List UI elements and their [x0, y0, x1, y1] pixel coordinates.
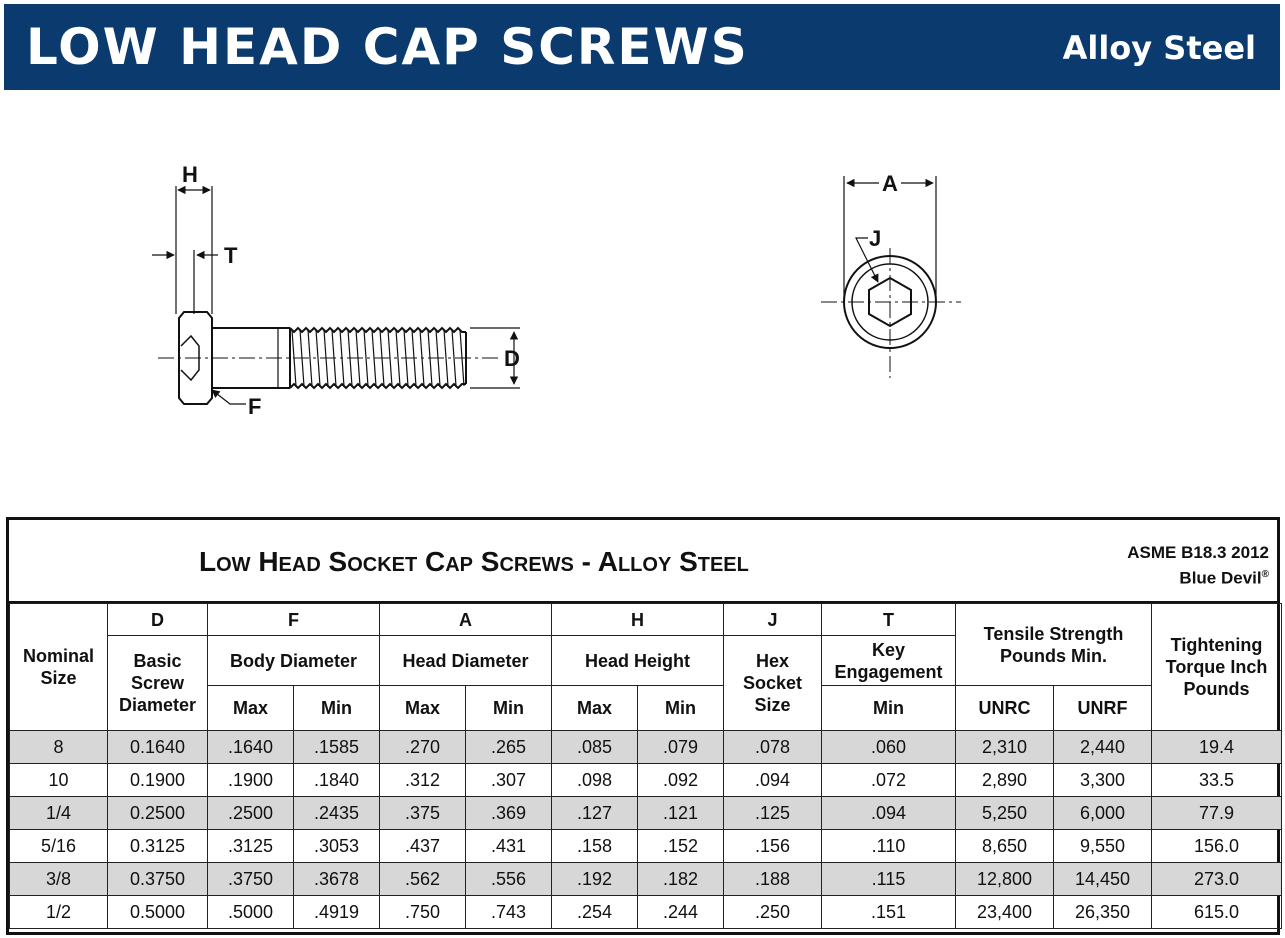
table-cell: 10	[10, 764, 108, 797]
col-body-max: Max	[208, 686, 294, 731]
title-banner	[4, 4, 1280, 90]
material-subtitle: Alloy Steel	[1062, 29, 1256, 67]
table-cell: 77.9	[1152, 797, 1282, 830]
brand-label: Blue Devil	[1179, 568, 1262, 588]
table-cell: .121	[638, 797, 724, 830]
table-cell: .431	[466, 830, 552, 863]
table-cell: 3/8	[10, 863, 108, 896]
col-key-engagement: Key Engagement	[822, 636, 956, 686]
table-cell: .2500	[208, 797, 294, 830]
table-cell: 0.2500	[108, 797, 208, 830]
col-unrf: UNRF	[1054, 686, 1152, 731]
table-cell: .2435	[294, 797, 380, 830]
page-title: LOW HEAD CAP SCREWS	[26, 18, 749, 76]
table-cell: 8	[10, 731, 108, 764]
col-head-diameter: Head Diameter	[380, 636, 552, 686]
table-cell: .182	[638, 863, 724, 896]
table-cell: 2,310	[956, 731, 1054, 764]
specs-table	[9, 603, 1282, 929]
table-cell: 23,400	[956, 896, 1054, 929]
table-cell: .151	[822, 896, 956, 929]
table-cell: .125	[724, 797, 822, 830]
col-basic-diameter: Basic Screw Diameter	[108, 636, 208, 731]
table-cell: 9,550	[1054, 830, 1152, 863]
table-cell: .743	[466, 896, 552, 929]
table-cell: .079	[638, 731, 724, 764]
label-j: J	[869, 226, 882, 251]
col-head-dia-max: Max	[380, 686, 466, 731]
table-cell: 273.0	[1152, 863, 1282, 896]
table-cell: .3125	[208, 830, 294, 863]
table-cell: .127	[552, 797, 638, 830]
label-h: H	[182, 162, 198, 187]
table-cell: 33.5	[1152, 764, 1282, 797]
table-cell: 14,450	[1054, 863, 1152, 896]
table-cell: 12,800	[956, 863, 1054, 896]
table-row	[10, 863, 1282, 896]
table-row	[10, 797, 1282, 830]
table-cell: .060	[822, 731, 956, 764]
table-cell: .375	[380, 797, 466, 830]
screw-diagram	[0, 90, 1285, 520]
table-cell: .1585	[294, 731, 380, 764]
table-cell: .244	[638, 896, 724, 929]
table-cell: 2,440	[1054, 731, 1152, 764]
table-cell: .156	[724, 830, 822, 863]
table-cell: 615.0	[1152, 896, 1282, 929]
table-cell: .250	[724, 896, 822, 929]
table-cell: .3678	[294, 863, 380, 896]
table-cell: .072	[822, 764, 956, 797]
table-cell: .1640	[208, 731, 294, 764]
table-row	[10, 830, 1282, 863]
table-cell: .094	[822, 797, 956, 830]
specs-table-panel	[6, 517, 1280, 935]
table-cell: .750	[380, 896, 466, 929]
col-letter-h: H	[552, 604, 724, 636]
col-letter-a: A	[380, 604, 552, 636]
table-cell: 3,300	[1054, 764, 1152, 797]
table-cell: .115	[822, 863, 956, 896]
table-cell: .3750	[208, 863, 294, 896]
table-cell: .307	[466, 764, 552, 797]
side-view	[152, 186, 520, 404]
table-cell: 1/2	[10, 896, 108, 929]
table-cell: .562	[380, 863, 466, 896]
table-row	[10, 731, 1282, 764]
table-cell: 0.1900	[108, 764, 208, 797]
table-cell: .192	[552, 863, 638, 896]
table-cell: .254	[552, 896, 638, 929]
table-cell: .110	[822, 830, 956, 863]
end-view	[821, 176, 961, 378]
col-head-dia-min: Min	[466, 686, 552, 731]
table-header	[9, 520, 1277, 603]
table-cell: 19.4	[1152, 731, 1282, 764]
standard-label: ASME B18.3 2012	[1127, 543, 1269, 562]
table-cell: .270	[380, 731, 466, 764]
table-cell: .437	[380, 830, 466, 863]
label-t: T	[224, 243, 238, 268]
table-cell: 1/4	[10, 797, 108, 830]
table-body	[10, 731, 1282, 929]
registered-mark: ®	[1261, 569, 1269, 580]
table-cell: 0.1640	[108, 731, 208, 764]
table-cell: .369	[466, 797, 552, 830]
table-cell: 5/16	[10, 830, 108, 863]
table-cell: .1840	[294, 764, 380, 797]
table-cell: .312	[380, 764, 466, 797]
table-cell: .265	[466, 731, 552, 764]
table-title: Low Head Socket Cap Screws - Alloy Steel	[199, 546, 749, 577]
table-cell: .094	[724, 764, 822, 797]
table-cell: 8,650	[956, 830, 1054, 863]
col-nominal-size: Nominal Size	[10, 604, 108, 731]
label-a: A	[882, 171, 898, 196]
col-hex-socket: Hex Socket Size	[724, 636, 822, 731]
table-cell: .158	[552, 830, 638, 863]
table-cell: 26,350	[1054, 896, 1152, 929]
col-head-height: Head Height	[552, 636, 724, 686]
table-cell: .188	[724, 863, 822, 896]
label-f: F	[248, 394, 262, 419]
col-letter-f: F	[208, 604, 380, 636]
table-cell: .085	[552, 731, 638, 764]
table-cell: .098	[552, 764, 638, 797]
col-letter-j: J	[724, 604, 822, 636]
table-cell: .152	[638, 830, 724, 863]
col-letter-t: T	[822, 604, 956, 636]
col-body-diameter: Body Diameter	[208, 636, 380, 686]
col-tensile-strength: Tensile Strength Pounds Min.	[956, 604, 1152, 686]
table-cell: .092	[638, 764, 724, 797]
table-cell: .556	[466, 863, 552, 896]
table-row	[10, 896, 1282, 929]
col-letter-d: D	[108, 604, 208, 636]
table-cell: 0.5000	[108, 896, 208, 929]
col-body-min: Min	[294, 686, 380, 731]
standard-note	[1127, 542, 1269, 590]
brand-line	[1127, 564, 1269, 590]
col-key-min: Min	[822, 686, 956, 731]
table-cell: 0.3125	[108, 830, 208, 863]
table-cell: .1900	[208, 764, 294, 797]
col-head-ht-min: Min	[638, 686, 724, 731]
col-head-ht-max: Max	[552, 686, 638, 731]
table-cell: .4919	[294, 896, 380, 929]
col-unrc: UNRC	[956, 686, 1054, 731]
table-cell: 2,890	[956, 764, 1054, 797]
table-cell: .3053	[294, 830, 380, 863]
table-cell: .078	[724, 731, 822, 764]
col-torque: Tightening Torque Inch Pounds	[1152, 604, 1282, 731]
table-row	[10, 764, 1282, 797]
table-cell: 156.0	[1152, 830, 1282, 863]
table-cell: 0.3750	[108, 863, 208, 896]
table-cell: .5000	[208, 896, 294, 929]
label-d: D	[504, 346, 520, 371]
table-cell: 6,000	[1054, 797, 1152, 830]
table-cell: 5,250	[956, 797, 1054, 830]
